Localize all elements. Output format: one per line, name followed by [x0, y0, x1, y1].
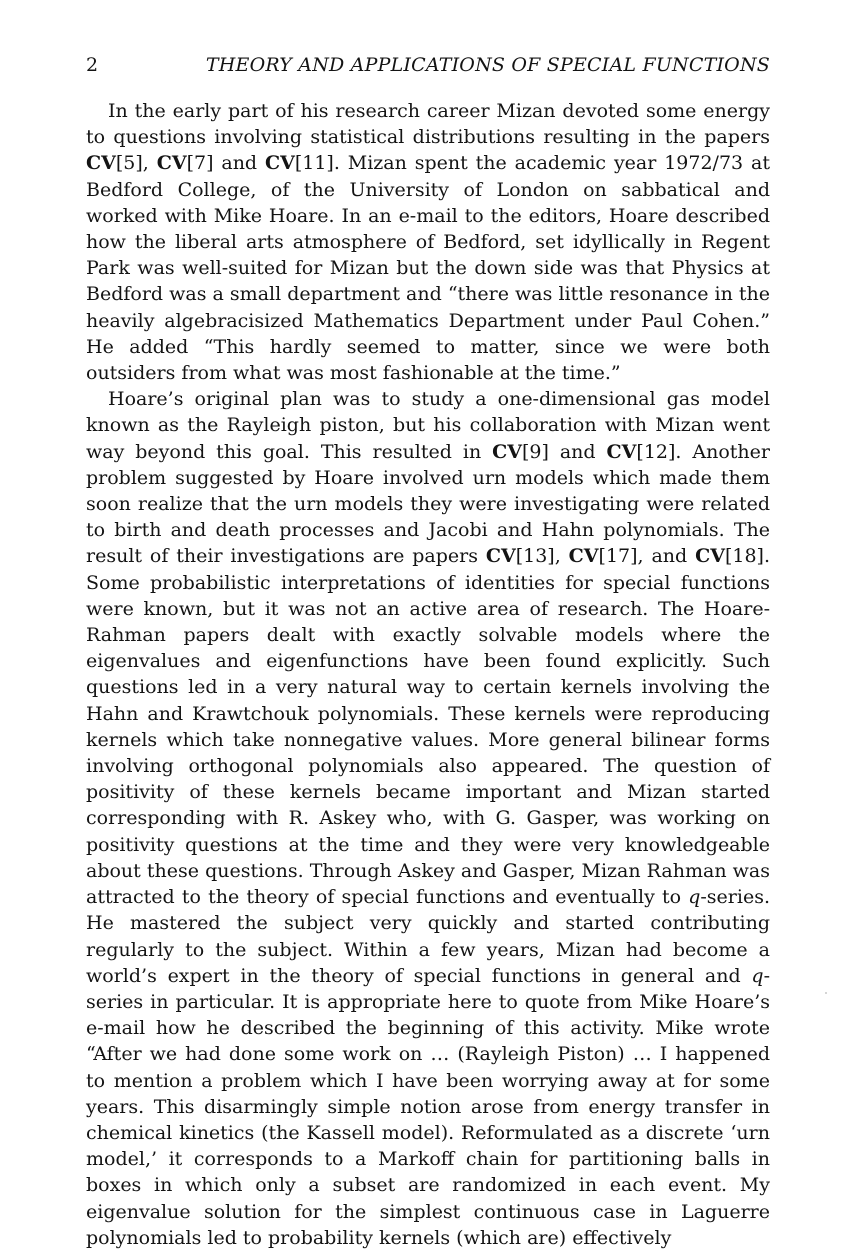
text-run: [9] and — [522, 440, 607, 463]
paragraph-1 — [86, 98, 770, 386]
cv-reference: CV — [606, 440, 637, 463]
cv-reference: CV — [264, 152, 295, 175]
text-run: [7] and — [186, 152, 265, 175]
text-run: -series in particular. It is appropriate here to quote from Mike Hoare’s e-mail how he described the beginning of this activity. Mike wrote “After we had done some work on … (Rayleigh Piston) … I happened to mention a problem which I have been worrying away at for some years. This disarmingly simple notion arose from energy transfer in chemical kinetics (the Kassell model). Reformulated as a discrete ‘urn model,’ it corresponds to a Markoff chain for partitioning balls in boxes in which only a subset are randomized in each event. My eigenvalue solution for the simplest continuous case in Laguerre polynomials led to probability kernels (which are) effectively — [86, 964, 770, 1249]
cv-reference: CV — [156, 152, 187, 175]
text-run: [11]. Mizan spent the academic year 1972/73 at Bedford College, of the University of London on sabbatical and worked with Mike Hoare. In an e-mail to the editors, Hoare described how the liberal arts atmosphere of Bedford, set idyllically in Regent Park was well-suited for Mizan but the down side was that Physics at Bedford was a small department and “there was little resonance in the heavily algebracisized Mathematics Department under Paul Cohen.” He added “This hardly seemed to matter, since we were both outsiders from what was most fashionable at the time.” — [86, 152, 770, 385]
text-run: In the early part of his research career Mizan devoted some energy to questions involving statistical distributions resulting in the papers — [86, 100, 770, 149]
cv-reference: CV — [485, 545, 516, 568]
math-q: q — [688, 886, 701, 909]
cv-reference: CV — [695, 545, 725, 568]
cv-reference: CV — [568, 545, 599, 568]
cv-reference: CV — [492, 440, 522, 463]
margin-speck — [825, 992, 827, 994]
running-title: THEORY AND APPLICATIONS OF SPECIAL FUNCTIONS — [205, 54, 770, 76]
paragraph-2 — [86, 386, 770, 1251]
text-run: [12]. Another problem suggested by Hoare involved urn models which made them soon realize that the urn models they were investigating were related to birth and death processes and Jacobi and Hahn polynomials. The result of their investigations are papers — [86, 440, 770, 568]
running-head — [86, 52, 770, 78]
text-run: [13], — [515, 545, 569, 568]
math-q: q — [751, 964, 764, 987]
text-run: -series. He mastered the subject very quickly and started contributing regularly to the subject. Within a few years, Mizan had become a world’s expert in the theory of special functions in general and — [86, 886, 770, 987]
text-run: [17], and — [598, 545, 696, 568]
text-run: [18]. Some probabilistic interpretations of identities for special functions were known, but it was not an active area of research. The Hoare-Rahman papers dealt with exactly solvable models where the eigenvalues and eigenfunctions have been found explicitly. Such questions led in a very natural way to certain kernels involving the Hahn and Krawtchouk polynomials. These kernels were reproducing kernels which take nonnegative values. More general bilinear forms involving orthogonal polynomials also appeared. The question of positivity of these kernels became important and Mizan started corresponding with R. Askey who, with G. Gasper, was working on positivity questions at the time and they were very knowledgeable about these questions. Through Askey and Gasper, Mizan Rahman was attracted to the theory of special functions and eventually to — [86, 545, 770, 909]
text-run: [5], — [115, 152, 157, 175]
page-number: 2 — [86, 54, 99, 76]
text-run: Hoare’s original plan was to study a one-dimensional gas model known as the Rayleigh piston, but his collaboration with Mizan went way beyond this goal. This resulted in — [86, 388, 770, 463]
cv-reference: CV — [86, 152, 116, 175]
book-page — [86, 52, 770, 1251]
